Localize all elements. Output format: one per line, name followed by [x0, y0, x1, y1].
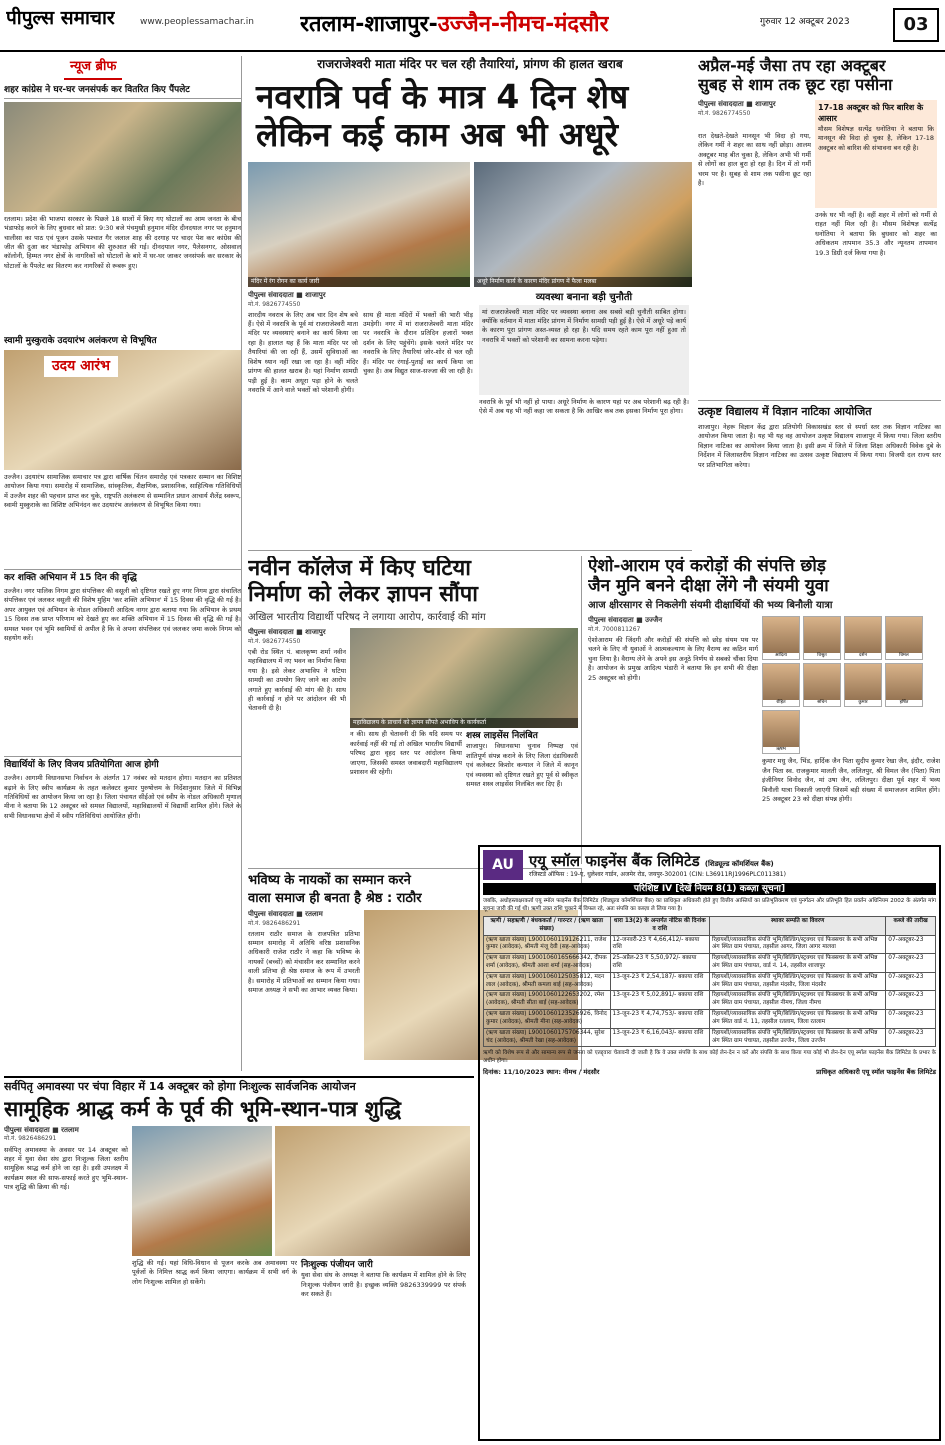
diksharthi-portrait — [844, 663, 882, 707]
bank-name: एयू स्मॉल फाइनेंस बैंक लिमिटेड (शिड्यूल्ड कॉमर्शियल बैंक) — [529, 851, 774, 870]
brief-headline-3: कर शक्ति अभियान में 15 दिन की वृद्धि — [4, 569, 241, 584]
lead-kicker: राजराजेश्वरी माता मंदिर पर चल रही तैयारियां, प्रांगण की हालत खराब — [317, 57, 623, 71]
lead-headline-2: लेकिन कई काम अब भी अधूरे — [256, 115, 619, 155]
masthead — [0, 0, 945, 52]
diksharthi-portrait — [762, 616, 800, 660]
college-subheadline: अखिल भारतीय विद्यार्थी परिषद ने लगाया आरोप, कार्रवाई की मांग — [248, 611, 486, 623]
shraddh-kicker: सर्वपितृ अमावस्या पर चंपा विहार में 14 अक्टूबर को होगा निःशुल्क सार्वजनिक आयोजन — [4, 1080, 356, 1093]
table-cell: 13-जून-23 ₹ 5,02,891/- बकाया राशि — [610, 991, 709, 1010]
page-number: 03 — [893, 8, 939, 42]
college-byline: पीपुल्स संवाददाता ■ शाजापुर — [248, 628, 326, 637]
college-headline-1: नवीन कॉलेज में किए घटिया — [248, 556, 471, 581]
science-story — [698, 405, 941, 551]
brief-headline-2: स्वामी मुस्कुराके उदयारंभ अलंकरण से विभूषित — [4, 335, 157, 346]
lead-text-3: नवरात्रि के पूर्व भी नहीं हो पाया। अधूरे निर्माण के कारण यहां पर अब परेशानी बढ़ रही है। ऐसे में अब यह भी नहीं कहा जा सकता है कि आखिर कब तक इसका निर्माण पूरा होगा। — [479, 397, 689, 415]
diksharthi-name: रोहित — [763, 700, 799, 706]
shraddh-headline: सामूहिक श्राद्ध कर्म के पूर्व की भूमि-स्थान-पात्र शुद्धि — [4, 1096, 402, 1121]
table-header: धारा 13(2) के अन्तर्गत नोटिस की दिनांक व राशि — [610, 916, 709, 935]
shraddh-text-3: युवा सेवा संघ के अध्यक्ष ने बताया कि कार्यक्रम में शामिल होने के लिए निःशुल्क पंजीयन जारी है। इच्छुक व्यक्ति 9826339999 पर संपर्क कर सकते हैं। — [301, 1271, 466, 1299]
table-row — [484, 972, 936, 991]
lead-text-2: साथ ही माता मंदिरों में भक्तों की भारी भीड़ उमड़ेगी। नगर में मां राजराजेश्वरी माता मंदिर पर नवरात्रि के दौरान प्रतिदिन हजारों भक्त दर्शन के लिए पहुंचेंगे। इसके चलते मंदिर पर नवरात्रि के लिए तैयारियां जोर-शोर से चल रही हैं। मंदिर पर रंगाई-पुताई का कार्य किया जा चुका है। अब विद्युत साज-सज्जा की जा रही है। — [363, 310, 473, 376]
lead-box-title: व्यवस्था बनाना बड़ी चुनौती — [535, 292, 633, 304]
table-cell: 07-अक्टूबर-23 — [886, 991, 936, 1010]
shraddh-text-1: सर्वपितृ अमावस्या के अवसर पर 14 अक्टूबर को शहर में युवा सेवा संघ द्वारा निःशुल्क जिला स्तरीय सामूहिक श्राद्ध कर्म होने जा रहा है। इसी उपलक्ष्य में कार्यक्रम स्थल की साफ-सफाई करते हुए भूमि-स्थान-पात्र शुद्धि की क्रिया की गई। — [4, 1145, 128, 1192]
lead-box-text: मां राजराजेश्वरी माता मंदिर पर व्यवस्था बनाना अब सबसे बड़ी चुनौती साबित होगा। क्योंकि वर्तमान में माता मंदिर प्रांगण में निर्माण सामग्री पड़ी हुई है। ऐसे में अधूरे पड़े कार्य के कारण पूरा प्रांगण अस्त-व्यस्त हो रहा है। यदि समय रहते काम पूरा नहीं हुआ तो नवरात्रि में भक्तों को परेशानी का सामना करना पड़ेगा। — [479, 305, 689, 395]
table-cell: 13-जून-23 ₹ 4,74,753/- बकाया राशि — [610, 1010, 709, 1029]
jain-headline-2: जैन मुनि बनने दीक्षा लेंगे नौ संयमी युवा — [588, 576, 829, 597]
jain-story — [588, 556, 941, 841]
diksharthi-portraits — [762, 616, 940, 754]
temple-photo-1 — [248, 162, 470, 287]
table-header: कब्जे की तारीख — [886, 916, 936, 935]
notice-date-place: दिनांक: 11/10/2023 स्थान: नीमच / मंदसौर — [483, 1068, 600, 1077]
license-headline: शस्त्र लाइसेंस निलंबित — [466, 731, 538, 742]
table-cell: 12-जनवरी-23 ₹ 4,66,412/- बकाया राशि — [610, 935, 709, 954]
diksharthi-name: विश्रुत — [804, 653, 840, 659]
notice-signatory: प्राधिकृत अधिकारी एयू स्मॉल फाइनेंस बैंक लिमिटेड — [816, 1068, 936, 1077]
lead-mobile: मो.नं. 9826774550 — [248, 300, 301, 308]
table-row — [484, 991, 936, 1010]
temple-photo-1-caption: मंदिर में रंग रोगन का कार्य जारी — [248, 277, 470, 287]
table-cell: 07-अक्टूबर-23 — [886, 972, 936, 991]
heat-mobile: मो.नं. 9826774550 — [698, 109, 751, 117]
college-text-1: एबी रोड स्थित पं. बालकृष्ण शर्मा नवीन महाविद्यालय में नए भवन का निर्माण किया गया है। इसे लेकर अभाविप ने घटिया सामग्री का उपयोग किए जाने का आरोप लगाते हुए कार्रवाई की मांग की है। साथ ही कार्रवाई न होने पर आंदोलन की भी चेतावनी दी है। — [248, 647, 346, 713]
au-bank-logo: AU — [483, 850, 523, 880]
table-cell: रिहायशी/व्यावसायिक संपत्ति भूमि/बिल्डिंग/स्ट्रक्चर एवं फिक्सचर के सभी अभिन्न अंग स्थित ग्राम पंचायत, तहसील आगर, जिला आगर मालवा — [709, 935, 885, 954]
license-text: शाजापुर। विधानसभा चुनाव निष्पक्ष एवं शांतिपूर्ण संपन्न कराने के लिए जिला दंडाधिकारी एवं कलेक्टर किशोर कन्याल ने जिले में कानून एवं व्यवस्था को दृष्टिगत रखते हुए पूर्व से स्वीकृत समस्त शस्त्र लाइसेंस निलंबित कर दिए हैं। — [466, 742, 578, 789]
table-row — [484, 1010, 936, 1029]
future-headline-2: वाला समाज ही बनता है श्रेष्ठ : राठौर — [248, 890, 422, 906]
jain-mobile: मो.नं. 7000811267 — [588, 625, 641, 633]
bank-possession-notice — [478, 845, 941, 1441]
notice-footer: ऋणी को विशेष रूप से और सामान्य रूप से जनता को एतद्द्वारा चेतावनी दी जाती है कि वे उक्त संपत्ति के साथ कोई लेन-देन न करें और संपत्ति के साथ किया गया कोई भी लेन-देन एयू स्मॉल फाइनेंस बैंक लिमिटेड के प्रभार के अधीन होगा। — [483, 1050, 936, 1064]
brief-text-2: उज्जैन। उदयारंभ सामाजिक समाचार पत्र द्वारा वार्षिक चिंतन समारोह एवं पत्रकार सम्मान का विशिष्ट आयोजन किया गया। समारोह में सामाजिक, सांस्कृतिक, शैक्षणिक, प्रशासनिक, साहित्यिक गतिविधियों में उज्जैन शहर की पहचान प्राप्त कर चुके, राष्ट्रपति अलंकरण से सम्मानित प्रधान आचार्य शैलेंद्र स्वरूप, स्वामी मुस्कुराके का विशिष्ट अभिनंदन कर उदयारंभ अलंकरण से विभूषित किया गया। — [4, 472, 241, 510]
jain-text-1: ऐशोआराम की जिंदगी और करोड़ों की संपत्ति को छोड़ संयम पथ पर चलने के लिए नौ युवाओं ने आत्मकल्याण के लिए वैराग्य का कठिन मार्ग चुना लिया है। वैराग्य लेने के अपने इस अनूठे निर्णय से सबको चौंका दिया है। आयोजन के प्रमुख आदित्य भंडारी ने बताया कि इन सभी की दीक्षा 25 अक्टूबर को होगी। — [588, 635, 758, 682]
diksharthi-name: कुमार — [845, 700, 881, 706]
table-row — [484, 1028, 936, 1047]
udayarambh-banner: उदय आरंभ — [44, 356, 118, 377]
future-byline: पीपुल्स संवाददाता ■ रतलाम — [248, 910, 323, 919]
shraddh-mobile: मो.नं. 9826486291 — [4, 1135, 57, 1143]
heat-byline: पीपुल्स संवाददाता ■ शाजापुर — [698, 100, 776, 109]
future-headline-1: भविष्य के नायकों का सम्मान करने — [248, 873, 411, 888]
temple-photo-2 — [474, 162, 692, 287]
table-cell: (ऋण खाता संख्या) L9001060125035812, मदन लाल (आवेदक), श्रीमती कमला बाई (सह-आवेदक) — [484, 972, 611, 991]
brief-headline-4: विद्यार्थियों के लिए विजय प्रतियोगिता आज होगी — [4, 756, 241, 771]
heat-side-text: मौसम विशेषज्ञ सत्येंद्र धनोतिया ने बताया कि मानसून की विदा हो चुका है, लेकिन 17-18 अक्टूबर को बारिश की संभावना बन रही है। — [818, 124, 934, 152]
lead-byline: पीपुल्स संवाददाता ■ शाजापुर — [248, 291, 326, 300]
heat-headline-2: सुबह से शाम तक छूट रहा पसीना — [698, 75, 893, 95]
table-row — [484, 954, 936, 973]
table-cell: 25-अप्रैल-23 ₹ 5,50,972/- बकाया राशि — [610, 954, 709, 973]
brief-text-4: उज्जैन। आगामी विधानसभा निर्वाचन के अंतर्गत 17 नवंबर को मतदान होगा। मतदान का प्रतिशत बढ़ाने के लिए स्वीप कार्यक्रम के तहत कलेक्टर कुमार पुरुषोत्तम के निर्देशानुसार जिले में विभिन्न गतिविधियों का आयोजन किया जा रहा है। जिला पंचायत सीईओ एवं स्वीप के नोडल अधिकारी मृणाल मीना ने बताया कि 12 अक्टूबर को समस्त विद्यालयों, महाविद्यालयों में विद्यार्थी शामिल होंगे। जिले के सभी विधानसभा क्षेत्रों में स्वीप गतिविधियां आयोजित होंगी। — [4, 774, 241, 820]
notice-title: परिशिष्ट IV [देखें नियम 8(1) कब्ज़ा सूचना] — [483, 883, 936, 895]
diksharthi-portrait — [762, 663, 800, 707]
news-brief-column — [4, 56, 242, 1071]
jain-subheadline: आज क्षीरसागर से निकलेगी संयमी दीक्षार्थियों की भव्य बिनौली यात्रा — [588, 599, 833, 611]
shraddh-photo-1 — [132, 1126, 272, 1256]
congress-rally-photo — [4, 102, 241, 212]
table-cell: 07-अक्टूबर-23 — [886, 935, 936, 954]
diksharthi-portrait — [762, 710, 800, 754]
science-text: शाजापुर। नेहरू विज्ञान केंद्र द्वारा प्रतियोगी विकासखंड स्तर से स्पर्धा स्तर तक विज्ञान नाटिका का आयोजन किया जाता है। यह भी यह वह आयोजन उत्कृष्ट विद्यालय शाजापुर में किया गया। जिला स्तरीय विज्ञान नाटिका का आयोजन किया जाता है। इसी क्रम में जिले में जिला शिक्षा अधिकारी विवेक दुबे के निर्देशन में जिलास्तरीय विज्ञान नाटिका का उत्सव उत्कृष्ट विद्यालय में किया गया। विजयी दल राज्य स्तर पर प्रतिभागिता करेगा। — [698, 422, 941, 469]
heat-story — [698, 56, 941, 401]
diksharthi-portrait — [885, 616, 923, 660]
memorandum-photo-caption: महाविद्यालय के प्राचार्य को ज्ञापन सौंपते अभाविप के कार्यकर्ता — [350, 718, 578, 728]
shraddh-story — [4, 1076, 474, 1441]
college-mobile: मो.नं. 9826774550 — [248, 637, 301, 645]
table-cell: रिहायशी/व्यावसायिक संपत्ति भूमि/बिल्डिंग/स्ट्रक्चर एवं फिक्सचर के सभी अभिन्न अंग स्थित ग्राम पंचायत, तहसील उज्जैन, जिला उज्जैन — [709, 1028, 885, 1047]
table-cell: 13-जून-23 ₹ 6,16,043/- बकाया राशि — [610, 1028, 709, 1047]
table-cell: रिहायशी/व्यावसायिक संपत्ति भूमि/बिल्डिंग/स्ट्रक्चर एवं फिक्सचर के सभी अभिन्न अंग स्थित ग्राम पंचायत, तहसील मंदसौर, जिला मंदसौर — [709, 972, 885, 991]
diksharthi-name: दर्शन — [845, 653, 881, 659]
shraddh-photo-2 — [275, 1126, 470, 1256]
diksharthi-portrait — [803, 663, 841, 707]
edition-cities: रतलाम-शाजापुर-उज्जैन-नीमच-मंदसौर — [300, 12, 609, 37]
heat-text-1: रात देखते-देखते मानसून भी विदा हो गया, लेकिन गर्मी ने शहर का साथ नहीं छोड़ा। आलम अक्टूबर माह बीत चुका है, लेकिन अभी भी गर्मी से लोगों का हाल बुरा हो रहा है। दिन में तो गर्मी चरम पर है। सुबह से शाम तक पसीना छूट रहा है। — [698, 131, 811, 188]
udayarambh-ceremony-photo — [4, 350, 241, 470]
diksharthi-portrait — [885, 663, 923, 707]
notice-intro: जबकि, अधोहस्ताक्षरकर्ता एयू स्मॉल फाइनेंस बैंक लिमिटेड (शिड्यूल्ड कॉमर्शियल बैंक) का प्राधिकृत अधिकारी होते हुए वित्तीय आस्तियों का प्रतिभूतिकरण एवं पुनर्गठन और प्रतिभूति हित प्रवर्तन अधिनियम 2002 के अंतर्गत मांग सूचना जारी की गई थी। ऋणी उक्त राशि चुकाने में विफल रहे, अतः संपत्ति का कब्ज़ा ले लिया गया है। — [483, 898, 936, 912]
news-brief-label: न्यूज ब्रीफ — [64, 56, 122, 80]
lead-headline-1: नवरात्रि पर्व के मात्र 4 दिन शेष — [256, 77, 629, 117]
newspaper-logo: पीपुल्स समाचार — [6, 7, 115, 29]
table-cell: 07-अक्टूबर-23 — [886, 1028, 936, 1047]
brief-text-3: उज्जैन। नगर पालिक निगम द्वारा संपत्तिकर की वसूली को दृष्टिगत रखते हुए नगर निगम द्वारा संचालित संपत्तिकर एवं जलकर वसूली की विशेष मुहिम 'कर शक्ति अभियान' में 15 दिवस की वृद्धि की गई है। अपर आयुक्त एवं अभियान के नोडल अधिकारी आदित्य नागर द्वारा बताया गया कि अभियान के प्रथम 15 दिवस तक प्राप्त परिणाम को देखते हुए कर शक्ति अभियान में 15 दिवस की वृद्धि की गई है। समस्त भवन एवं भूमि स्वामियों से अपील है कि वे अपना संपत्तिकर एवं जलकर जमा करके निगम को सहयोग करें। — [4, 586, 241, 643]
heat-side-headline: 17-18 अक्टूबर को फिर बारिश के आसार — [818, 103, 924, 124]
table-cell: 07-अक्टूबर-23 — [886, 1010, 936, 1029]
future-text: रतलाम राठौर समाज के राजपत्रित प्रतिभा सम्मान समारोह में अतिथि वरिष्ठ प्रशासनिक अधिकारी राजेश राठौर ने कहा कि भविष्य के नायकों (बच्चों) को मंचासीन कर सम्मानित करने वाली प्रतिभा ही श्रेष्ठ समाज के रूप में उभरती है। समारोह में प्रतिभाओं का सम्मान किया गया। समाज अध्यक्ष ने सभी का आभार व्यक्त किया। — [248, 929, 360, 995]
table-cell: (ऋण खाता संख्या) L9001060122653202, रमेश (आवेदक), श्रीमती सीता बाई (सह-आवेदक) — [484, 991, 611, 1010]
heat-text-2: उनके घर भी नहीं है। वहीं शहर में लोगों को गर्मी से राहत नहीं मिल रही है। मौसम विशेषज्ञ सत्येंद्र धनोतिया ने बताया कि बुधवार को शहर का अधिकतम तापमान 35.3 और न्यूनतम तापमान 19.3 डिग्री दर्ज किया गया है। — [815, 210, 937, 257]
diksharthi-name: हर्षित — [886, 700, 922, 706]
table-cell: (ऋण खाता संख्या) L9001060165666342, दीपक शर्मा (आवेदक), श्रीमती आशा शर्मा (सह-आवेदक) — [484, 954, 611, 973]
diksharthi-portrait — [844, 616, 882, 660]
table-cell: रिहायशी/व्यावसायिक संपत्ति भूमि/बिल्डिंग/स्ट्रक्चर एवं फिक्सचर के सभी अभिन्न अंग स्थित ग्राम पंचायत, तहसील नीमच, जिला नीमच — [709, 991, 885, 1010]
college-story — [248, 556, 582, 864]
issue-date: गुरुवार 12 अक्टूबर 2023 — [760, 17, 850, 27]
memorandum-photo — [350, 628, 578, 728]
jain-byline: पीपुल्स संवाददाता ■ उज्जैन — [588, 616, 663, 625]
possession-table — [483, 916, 936, 1047]
brief-text-1: रतलाम। प्रदेश की भाजपा सरकार के पिछले 18 सालों में किए गए घोटालों का आम जनता के बीच भंडाफोड़ करने के लिए बुधवार को प्रात: 9:30 बजे पंचमुखी हनुमान मंदिर दीनदयाल नगर पर हनुमान चालीसा का पाठ एवं पूजन उसके पश्चात गैर जलाल शाह की दरगाह पर चादर पेश कर कांग्रेस की जीत की दुआ कर भंडाफोड़ अभियान की शुरुआत की गई। दीनदयाल नगर, पैलेसनगर, ओसवाल कॉलोनी, हिम्मत नगर क्षेत्रों के नागरिकों को घोटालों के बारे में घर-घर जाकर जनसंपर्क कर सरकार के घोटालों के पैंपलेट का वितरण कर नागरिकों से रूबरू हुए। — [4, 214, 241, 270]
diksharthi-name: ऋषभ — [763, 747, 799, 753]
jain-text-2: कुमार मधु जैन, भिंड, हार्दिक जैन पिता सुदीप कुमार रेखा जैन, इंदौर, राजेश जैन पिता स्व. राजकुमार मालती जैन, ललितपुर, श्री विमल जैन (पिता) पिता इंजीनियर विनोद जैन, मां उषा जैन, ललितपुर। दीक्षा पूर्व शहर में भव्य बिनौली यात्रा निकाली जाएगी जिसमें बड़ी संख्या में समाजजन शामिल होंगे। 25 अक्टूबर 23 को दीक्षा संपन्न होगी। — [762, 757, 940, 803]
shraddh-byline: पीपुल्स संवाददाता ■ रतलाम — [4, 1126, 79, 1135]
registration-headline: निःशुल्क पंजीयन जारी — [301, 1260, 373, 1271]
diksharthi-name: सचिन — [804, 700, 840, 706]
heat-headline-1: अप्रैल-मई जैसा तप रहा अक्टूबर — [698, 56, 886, 75]
table-cell: (ऋण खाता संख्या) L9001060123526926, विनोद कुमार (आवेदक), श्रीमती मीना (सह-आवेदक) — [484, 1010, 611, 1029]
brief-headline-1: शहर कांग्रेस ने घर-घर जनसंपर्क कर वितरित किए पैंपलेट — [4, 84, 241, 99]
shraddh-text-2: शुद्धि की गई। यहां विधि-विधान से पूजन करके अब अमावस्या पर पूर्वजों के निमित्त श्राद्ध कर्म किया जाएगा। कार्यक्रम में सभी वर्ग के लोग निःशुल्क शामिल हो सकेंगे। — [132, 1259, 297, 1286]
lead-story — [248, 56, 692, 551]
jain-headline-1: ऐशो-आराम एवं करोड़ों की संपत्ति छोड़ — [588, 556, 826, 576]
future-mobile: मो.नं. 9826486291 — [248, 919, 301, 927]
lead-text-1: शारदीय नवरात्र के लिए अब चार दिन शेष बचे हैं। ऐसे में नवरात्रि के पूर्व मां राजराजेश्वरी माता मंदिर पर व्यवस्थाएं बनाने का कार्य किया जा रहा है। हालात यह हैं कि माता मंदिर पर जो तैयारियां की जा रही हैं, उसमें सुविधाओं का विशेष ध्यान नहीं रखा जा रहा है। वहीं मंदिर प्रांगण की हालत खराब है। यहां निर्माण सामग्री पड़ी हुई है। काम अधूरा पड़ा होने के चलते नवरात्रि में आने वाले भक्तों को परेशानी होगी। — [248, 310, 358, 394]
diksharthi-name: विमल — [886, 653, 922, 659]
table-header: स्थावर सम्पति का विवरण — [709, 916, 885, 935]
diksharthi-portrait — [803, 616, 841, 660]
website-url: www.peoplessamachar.in — [140, 17, 254, 27]
table-cell: रिहायशी/व्यावसायिक संपत्ति भूमि/बिल्डिंग/स्ट्रक्चर एवं फिक्सचर के सभी अभिन्न अंग स्थित ग्राम पंचायत, वार्ड नं. 14, तहसील शाजापुर — [709, 954, 885, 973]
table-header: ऋणी / सहऋणी / बंधककर्ता / गारन्टर / (ऋण खाता संख्या) — [484, 916, 611, 935]
diksharthi-name: आदित्य — [763, 653, 799, 659]
science-headline: उत्कृष्ट विद्यालय में विज्ञान नाटिका आयोजित — [698, 405, 872, 418]
table-cell: 13-जून-23 ₹ 2,54,187/- बकाया राशि — [610, 972, 709, 991]
bank-address: रजिस्टर्ड ऑफिस : 19-ए, धुलेश्वर गार्डन, अजमेर रोड, जयपुर-302001 (CIN: L36911RJ1996PLC011381) — [529, 871, 786, 879]
table-cell: 07-अक्टूबर-23 — [886, 954, 936, 973]
temple-photo-2-caption: अधूरे निर्माण कार्य के कारण मंदिर प्रांगण में फैला मलबा — [474, 277, 692, 287]
table-row — [484, 935, 936, 954]
table-cell: (ऋण खाता संख्या) L9001060119126211, राजेश कुमार (आवेदक), श्रीमती मंजू देवी (सह-आवेदक) — [484, 935, 611, 954]
college-text-2: न की। साथ ही चेतावनी दी कि यदि समय पर कार्रवाई नहीं की गई तो अखिल भारतीय विद्यार्थी परिषद द्वारा वृहद स्तर पर आंदोलन किया जाएगा, जिसकी समस्त जवाबदारी महाविद्यालय प्रशासन की रहेगी। — [350, 730, 462, 776]
table-cell: (ऋण खाता संख्या) L9001060175706344, सुरेश चंद (आवेदक), श्रीमती रेखा (सह-आवेदक) — [484, 1028, 611, 1047]
table-cell: रिहायशी/व्यावसायिक संपत्ति भूमि/बिल्डिंग/स्ट्रक्चर एवं फिक्सचर के सभी अभिन्न अंग स्थित वार्ड नं. 11, तहसील रतलाम, जिला रतलाम — [709, 1010, 885, 1029]
college-headline-2: निर्माण को लेकर ज्ञापन सौंपा — [248, 582, 478, 608]
